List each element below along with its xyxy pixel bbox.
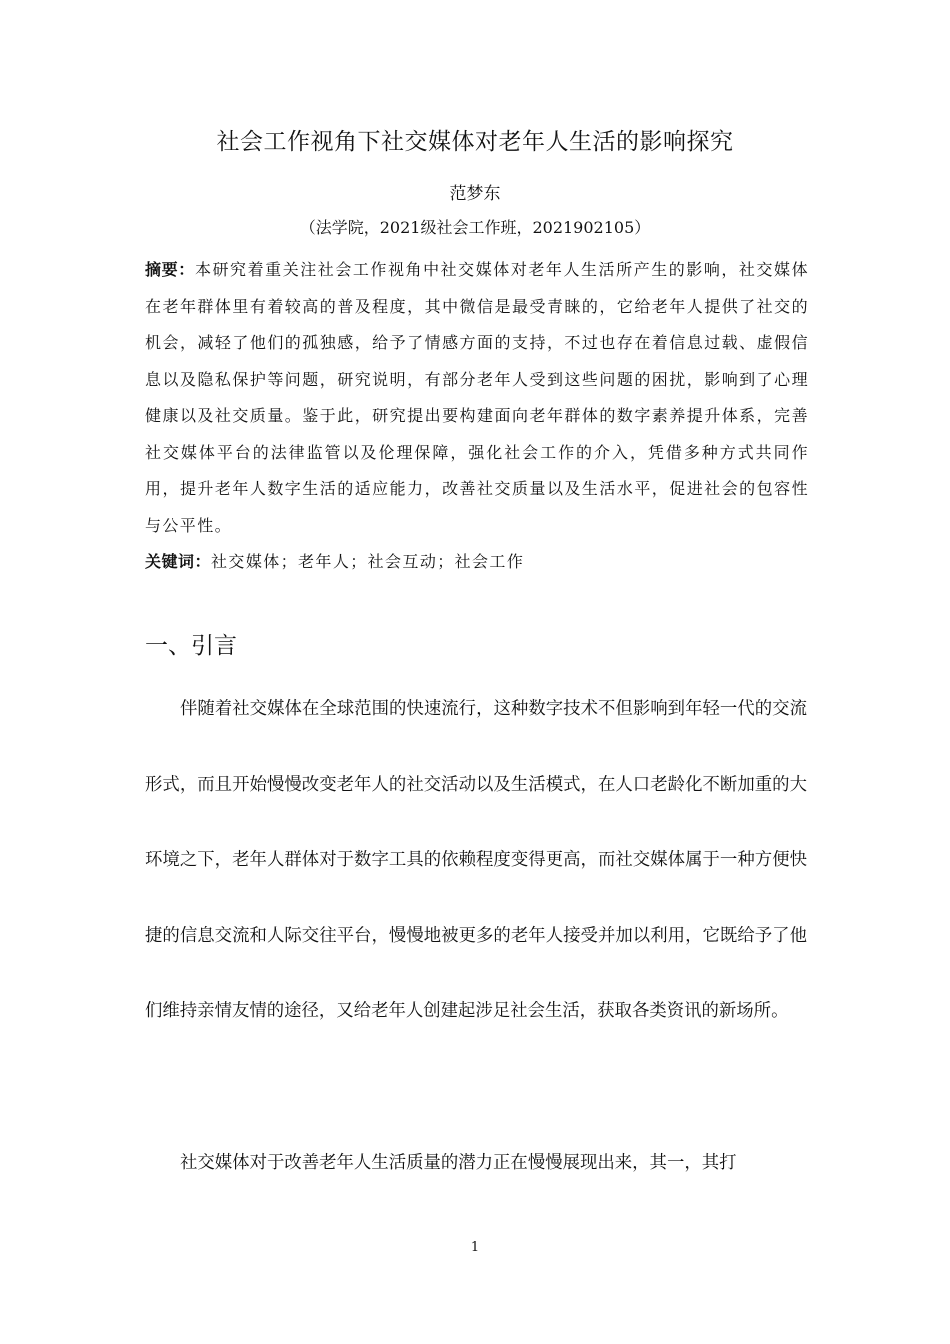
page-number: 1 bbox=[470, 1240, 480, 1255]
abstract-block bbox=[145, 252, 809, 544]
abstract-label: 摘要： bbox=[145, 260, 195, 279]
abstract-text: 本研究着重关注社会工作视角中社交媒体对老年人生活所产生的影响，社交媒体在老年群体里有着较高的普及程度，其中微信是最受青睐的，它给老年人提供了社交的机会，减轻了他们的孤独感，给予了情感方面的支持，不过也存在着信息过载、虚假信息以及隐私保护等问题，研究说明，有部分老年人受到这些问题的困扰，影响到了心理健康以及社交质量。鉴于此，研究提出要构建面向老年群体的数字素养提升体系，完善社交媒体平台的法律监管以及伦理保障，强化社会工作的介入，凭借多种方式共同作用，提升老年人数字生活的适应能力，改善社交质量以及生活水平，促进社会的包容性与公平性。 bbox=[145, 260, 809, 535]
keywords-label: 关键词： bbox=[145, 552, 212, 571]
body-paragraph: 伴随着社交媒体在全球范围的快速流行，这种数字技术不但影响到年轻一代的交流形式，而且开始慢慢改变老年人的社交活动以及生活模式，在人口老龄化不断加重的大环境之下，老年人群体对于数字工具的依赖程度变得更高，而社交媒体属于一种方便快捷的信息交流和人际交往平台，慢慢地被更多的老年人接受并加以利用，它既给予了他们维持亲情友情的途径，又给老年人创建起涉足社会生活，获取各类资讯的新场所。 bbox=[145, 699, 807, 1021]
keywords-block bbox=[145, 546, 809, 578]
body-paragraph: 社交媒体对于改善老年人生活质量的潜力正在慢慢展现出来，其一，其打 bbox=[180, 1153, 737, 1173]
section-heading-introduction: 一、引言 bbox=[145, 633, 237, 659]
keywords-text: 社交媒体；老年人；社会互动；社会工作 bbox=[211, 552, 525, 571]
paper-title: 社会工作视角下社交媒体对老年人生活的影响探究 bbox=[216, 129, 734, 155]
author-affiliation: （法学院，2021级社会工作班，2021902105） bbox=[299, 218, 651, 237]
author-name: 范梦东 bbox=[449, 184, 501, 204]
